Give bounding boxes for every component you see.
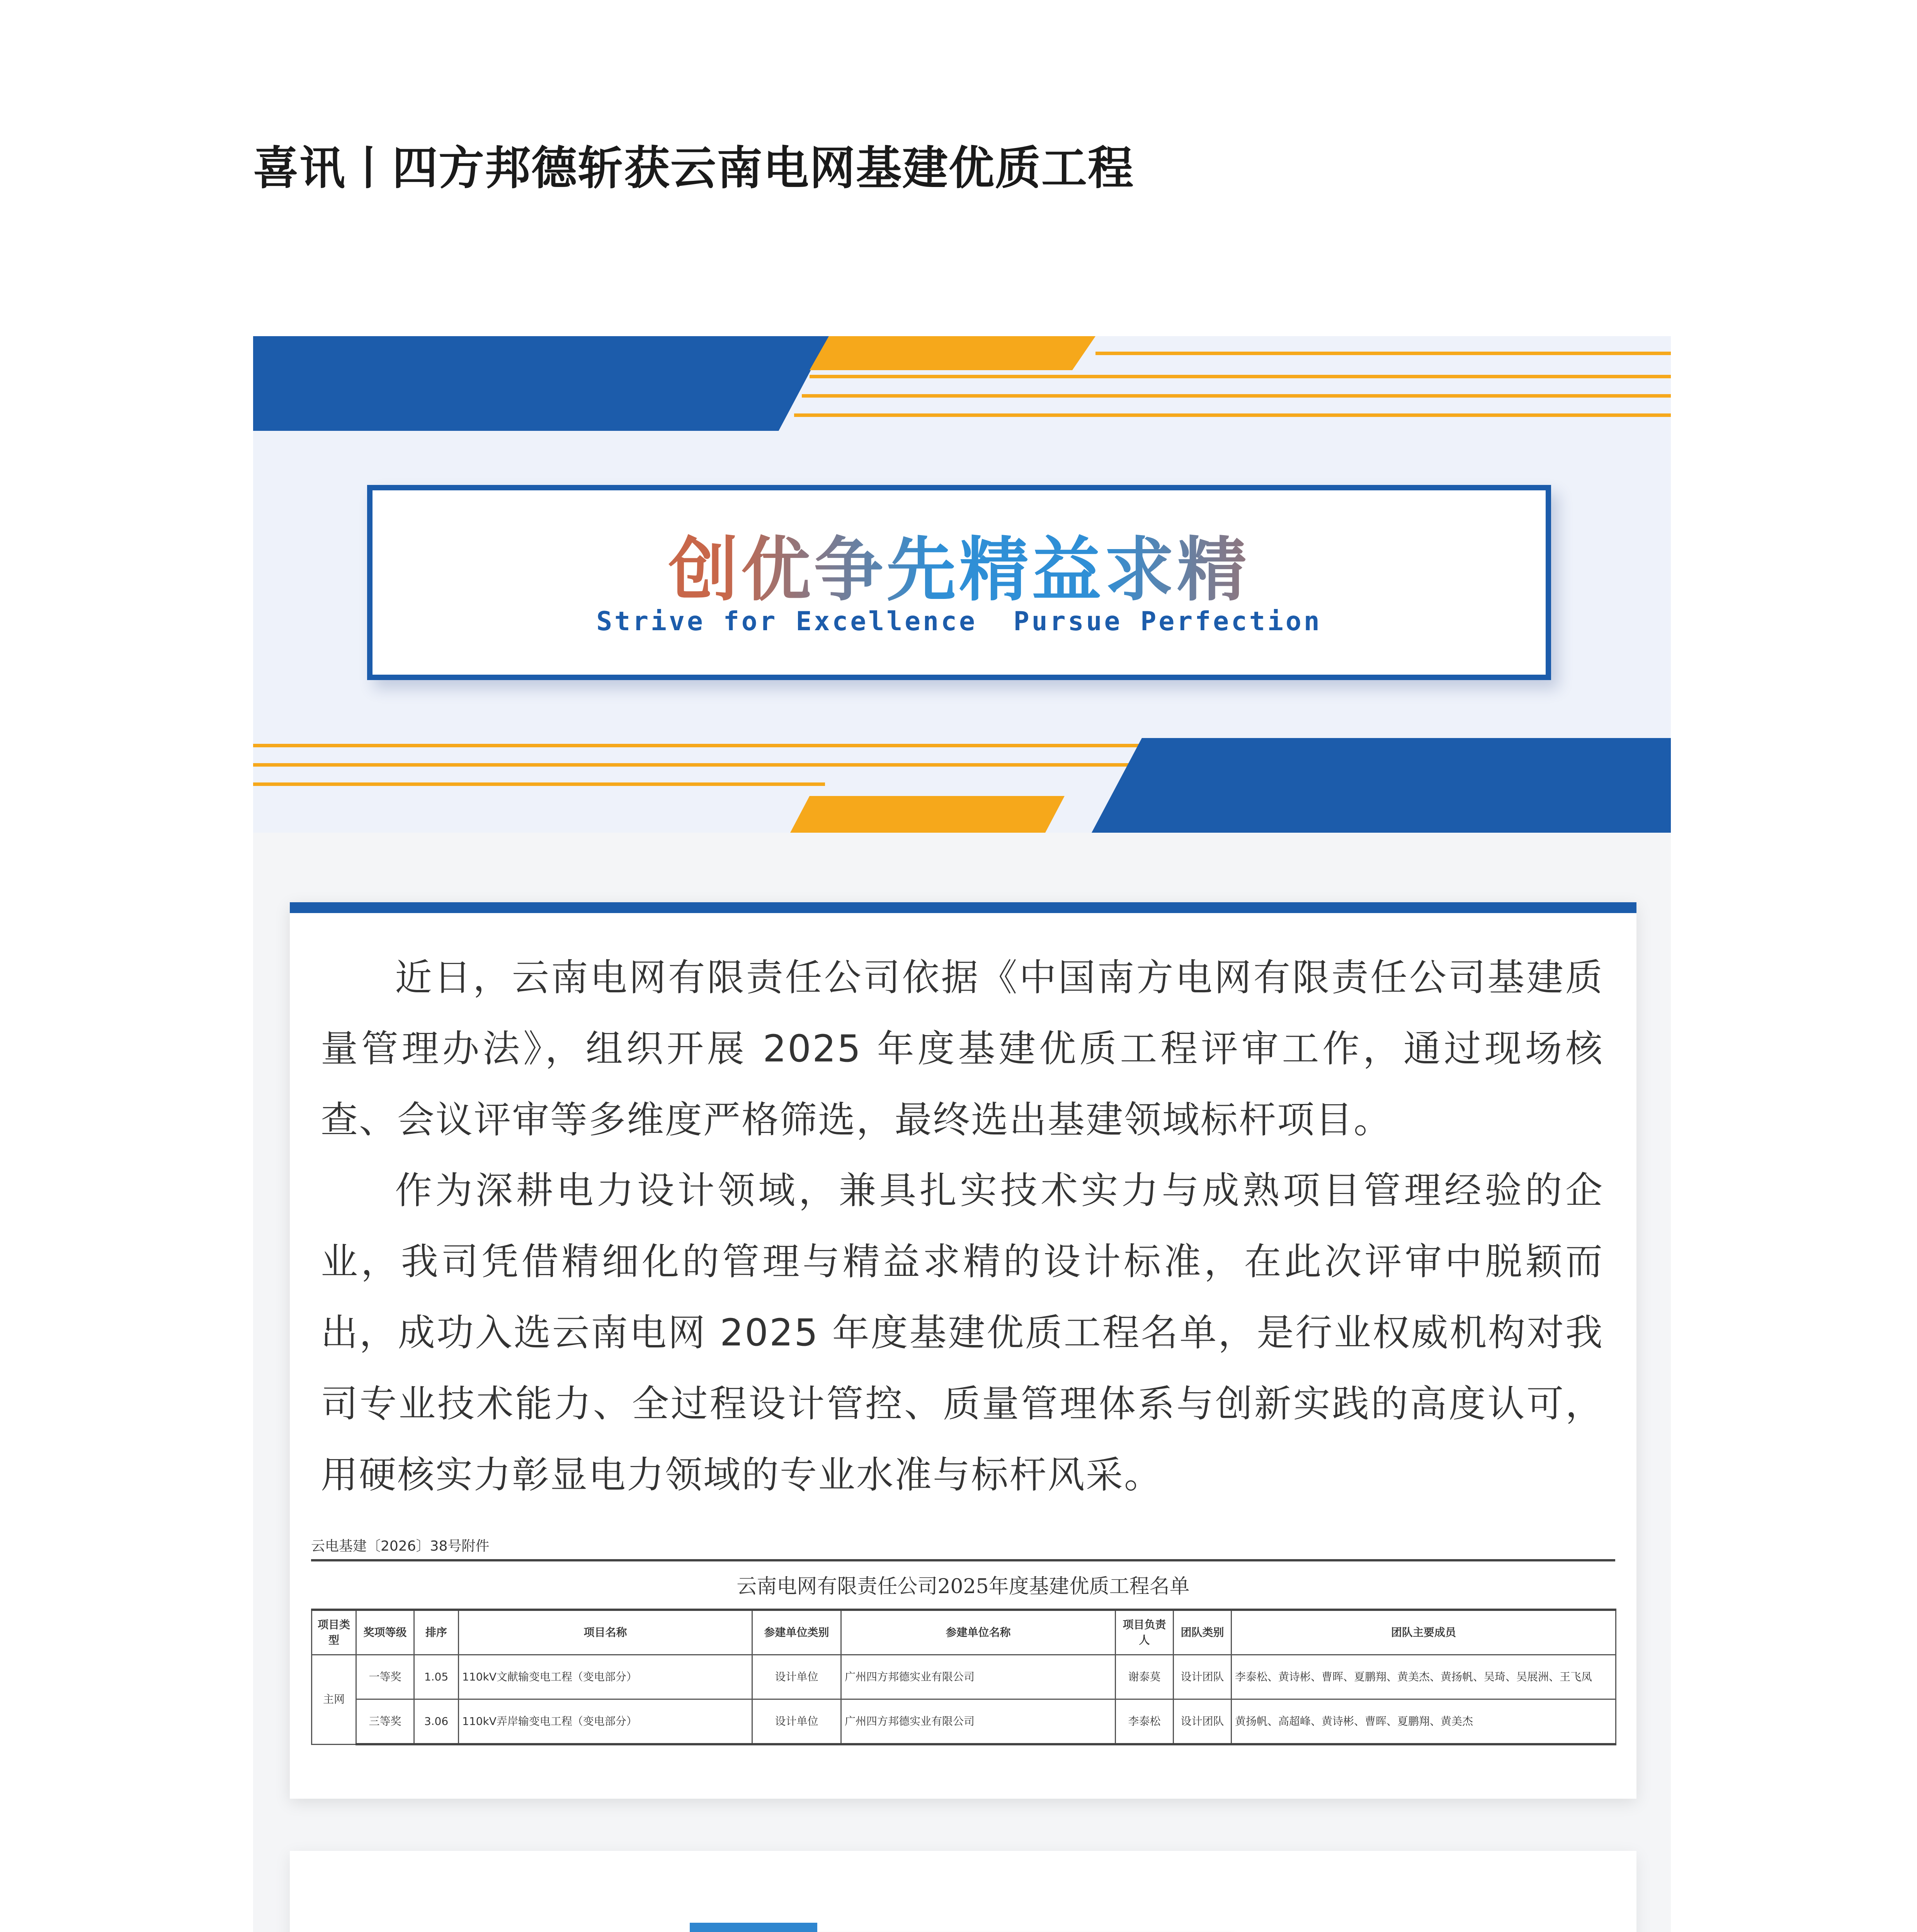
table-cell-members: 黄扬帆、高超峰、黄诗彬、曹晖、夏鹏翔、黄美杰	[1232, 1699, 1616, 1745]
banner-orange-band-top	[810, 336, 1095, 370]
slogan-chinese: 创优争先精益求精	[373, 514, 1546, 614]
table-cell-order: 3.06	[414, 1699, 459, 1745]
table-header-row	[312, 1610, 1616, 1655]
table-header: 团队主要成员	[1232, 1610, 1616, 1655]
table-cell-unit-name: 广州四方邦德实业有限公司	[841, 1699, 1116, 1745]
intro-paragraph: 近日，云南电网有限责任公司依据《中国南方电网有限责任公司基建质量管理办法》，组织开展 2025 年度基建优质工程评审工作，通过现场核查、会议评审等多维度严格筛选，最终选出基建领域标杆项目。	[321, 956, 1604, 1141]
project-card	[290, 1851, 1636, 1932]
banner-stripe	[253, 763, 1134, 767]
table-cell-unit-type: 设计单位	[752, 1655, 841, 1699]
banner-stripe	[794, 413, 1671, 417]
table-header: 排序	[414, 1610, 459, 1655]
table-cell-leader: 李泰松	[1116, 1699, 1174, 1745]
table-header: 团队类别	[1174, 1610, 1232, 1655]
table-header: 项目负责人	[1116, 1610, 1174, 1655]
table-row	[312, 1699, 1616, 1745]
document-title: 云南电网有限责任公司2025年度基建优质工程名单	[737, 1575, 1190, 1598]
table-header: 参建单位类别	[752, 1610, 841, 1655]
banner-orange-band-bottom	[790, 796, 1065, 833]
banner-blue-band-bottom	[1092, 738, 1671, 833]
table-cell-team-type: 设计团队	[1174, 1655, 1232, 1699]
intro-card	[290, 902, 1636, 1799]
table-row	[312, 1655, 1616, 1699]
award-table	[311, 1609, 1616, 1745]
table-cell-level: 一等奖	[356, 1655, 414, 1699]
table-cell-level: 三等奖	[356, 1699, 414, 1745]
table-header: 项目名称	[459, 1610, 752, 1655]
banner-stripe	[1095, 352, 1671, 355]
document-reference: 云电基建〔2026〕38号附件	[311, 1538, 490, 1554]
table-cell-unit-name: 广州四方邦德实业有限公司	[841, 1655, 1116, 1699]
table-cell-leader: 谢泰莫	[1116, 1655, 1174, 1699]
banner-blue-band-top	[253, 336, 829, 431]
banner-stripe	[253, 744, 1142, 747]
project-number-badge	[690, 1923, 817, 1932]
banner-stripe	[253, 782, 825, 786]
banner-stripe	[802, 394, 1671, 398]
intro-paragraph: 作为深耕电力设计领域，兼具扎实技术实力与成熟项目管理经验的企业，我司凭借精细化的管理与精益求精的设计标准，在此次评审中脱颖而出，成功入选云南电网 2025 年度基建优质工程名单，是行业权威机构对我司专业技术能力、全过程设计管控、质量管理体系与创新实践的高度认可，用硬核实力彰显电力领域的专业水准与标杆风采。	[321, 1169, 1604, 1497]
table-cell-name: 110kV弄岸输变电工程（变电部分）	[459, 1699, 752, 1745]
table-header: 奖项等级	[356, 1610, 414, 1655]
table-cell-unit-type: 设计单位	[752, 1699, 841, 1745]
slogan-box	[367, 485, 1551, 680]
table-cell-team-type: 设计团队	[1174, 1699, 1232, 1745]
table-header: 参建单位名称	[841, 1610, 1116, 1655]
slogan-english: Strive for Excellence Pursue Perfection	[596, 606, 1322, 637]
table-header: 项目类型	[312, 1610, 356, 1655]
table-cell-order: 1.05	[414, 1655, 459, 1699]
table-cell-members: 李泰松、黄诗彬、曹晖、夏鹏翔、黄美杰、黄扬帆、吴琦、吴展洲、王飞凤	[1232, 1655, 1616, 1699]
document-rule	[311, 1559, 1615, 1561]
page-title: 喜讯丨四方邦德斩获云南电网基建优质工程	[253, 141, 1135, 195]
table-cell-name: 110kV文献输变电工程（变电部分）	[459, 1655, 752, 1699]
banner-stripe	[810, 375, 1671, 378]
banner	[253, 336, 1671, 833]
table-cell-type: 主网	[312, 1655, 356, 1745]
